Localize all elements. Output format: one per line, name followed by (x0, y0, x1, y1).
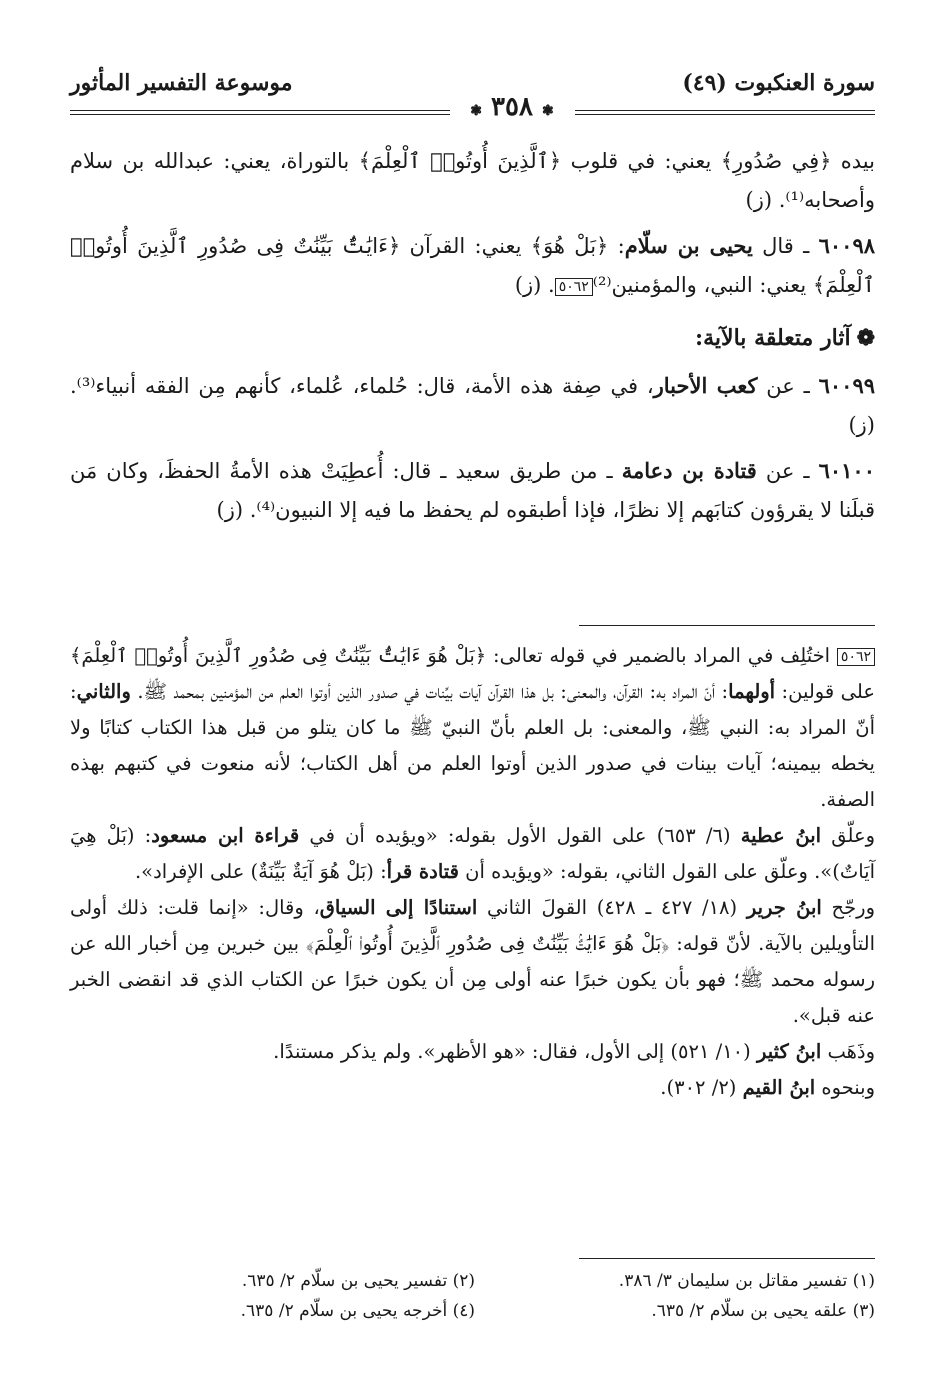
surah-title: سورة العنكبوت (٤٩) (682, 70, 875, 96)
note-5062 (70, 638, 875, 818)
note-text: (٢/ ٣٠٢). (660, 1076, 743, 1099)
narration-end: . (ز) (514, 273, 555, 297)
note-text: : أنّ المراد به: القرآن، والمعنى: بل هذا القرآن آيات بيِّنات في صدور الذين أوتوا العلم من المؤمنين بمحمد ﷺ. (130, 680, 729, 703)
section-heading-text: آثار متعلقة بالآية: (695, 325, 851, 351)
narration-60098 (70, 226, 875, 305)
note-ibn-kathir (70, 1034, 875, 1070)
narration-number: ٦٠٠٩٩ (818, 373, 876, 398)
footnote-4: (٤) أخرجه يحيى بن سلّام ٢/ ٦٣٥. (240, 1301, 475, 1321)
narration-text: ـ من طريق سعيد ـ قال: أُعطِيَتْ هذه الأمةُ الحفظَ، وكان مَن قبلَنا لا يقرؤون كتابَهم إلا نظرًا، فإذا أطبقوه لم يحفظ ما فيه إلا النبيون⁽⁴⁾. (ز) (70, 459, 875, 522)
note-text: : (بَلْ هُوَ آيَةٌ بَيِّنَةٌ) على الإفراد». (134, 860, 387, 883)
main-text (70, 142, 875, 536)
section-heading (70, 319, 875, 358)
footnote-2: (٢) تفسير يحيى بن سلّام ٢/ ٦٣٥. (241, 1271, 475, 1291)
note-text: ، وقال: «إنما قلت: ذلك أولى التأويلين بالآية. لأنّ قوله: ﴿بَلْ هُوَ ءَايَٰتٌۢ بَيِّنَٰتٌ فِى صُدُورِ ٱلَّذِينَ أُوتُوا۟ ٱلْعِلْمَ﴾ بين خبرين مِن أخبار الله عن رسوله محمد ﷺ؛ فهو بأن يكون خبرًا عنه أولى مِن أن يكون خبرًا عن الكتاب الذي قد انقضى الخبر عنه قبل». (70, 896, 875, 1027)
narration-text: ، في صِفة هذه الأمة، قال: حُلماء، عُلماء، كأنهم مِن الفقه أنبياء⁽³⁾. (ز) (70, 374, 875, 437)
commentary-notes (70, 638, 875, 1106)
footnote-3: (٣) علقه يحيى بن سلّام ٢/ ٦٣٥. (651, 1301, 875, 1321)
narration-prefix: ـ عن (756, 459, 819, 483)
note-bold: ابنُ جرير (746, 896, 822, 919)
note-text: (٦/ ٦٥٣) على القول الأول بقوله: «ويؤيده أن في (299, 824, 741, 847)
note-text: وعلّق (821, 824, 876, 847)
note-bold: أولهما (728, 680, 776, 703)
narration-number: ٦٠١٠٠ (818, 458, 875, 483)
note-bold: ابنُ كثير (756, 1040, 822, 1063)
narration-60100 (70, 451, 875, 530)
narrator-name: قتادة بن دعامة (621, 458, 757, 483)
note-text: ورجّح (821, 896, 876, 919)
book-title: موسوعة التفسير المأثور (70, 70, 293, 96)
note-bold: قراءة ابن مسعود (151, 824, 300, 847)
note-text: (١٠/ ٥٢١) إلى الأول، فقال: «هو الأظهر». ولم يذكر مستندًا. (273, 1040, 757, 1063)
note-bold: قتادة قرأ (386, 860, 459, 883)
notes-divider (579, 625, 875, 626)
note-text: (١٨/ ٤٢٧ ـ ٤٢٨) القولَ الثاني (477, 896, 747, 919)
note-text: : أنّ المراد به: النبي ﷺ، والمعنى: بل العلم بأنّ النبيّ ﷺ ما كان يتلو من قبل هذا الكتاب كتابًا ولا يخطه بيمينه؛ آيات بينات في صدور الذين أوتوا العلم من أهل الكتاب؛ لأنه منعوت في كتبهم بهذه الصفة. (70, 680, 875, 811)
note-text: اختُلِف في المراد بالضمير في قوله تعالى: ﴿بَلْ هُوَ ءَايَٰتٌۢ بَيِّنَٰتٌ فِى صُدُورِ ٱلَّذِينَ أُوتُوا۟ ٱلْعِلْمَ﴾ على قولين: (70, 644, 875, 703)
footnote-1: (١) تفسير مقاتل بن سليمان ٣/ ٣٨٦. (618, 1271, 875, 1291)
footnotes-divider (579, 1258, 875, 1259)
narrator-name: كعب الأحبار (653, 373, 758, 398)
note-bold: استنادًا إلى السياق (319, 896, 478, 919)
note-text: وذَهَب (821, 1040, 875, 1063)
note-bold: ابنُ القيم (742, 1076, 816, 1099)
note-bold: ابنُ عطية (740, 824, 822, 847)
header-rule-right-thin (575, 114, 875, 115)
ornament-icon: ❃ (542, 103, 554, 119)
ornament-icon: ❃ (470, 103, 482, 119)
narration-prefix: ـ قال (752, 234, 819, 258)
narration-number: ٦٠٠٩٨ (818, 233, 876, 258)
narrator-name: يحيى بن سلّام (624, 233, 753, 258)
note-number-box: ٥٠٦٢ (837, 648, 875, 666)
note-reference-box: ٥٠٦٢ (555, 278, 593, 296)
note-text: : (بَلْ هِيَ آيَاتٌ)». وعلّق على القول الثاني، بقوله: «ويؤيده أن (70, 824, 875, 883)
page-number (450, 92, 574, 122)
header-rule-left (70, 110, 450, 111)
note-ibn-alqayyim (70, 1070, 875, 1106)
paragraph: بيده ﴿فِي صُدُورِ﴾ يعني: في قلوب ﴿ٱلَّذِينَ أُوتُوا۟ ٱلْعِلْمَ﴾ بالتوراة، يعني: عبدالله بن سلام وأصحابه⁽¹⁾. (ز) (70, 149, 875, 212)
narration-60099 (70, 366, 875, 445)
narration-prefix: ـ عن (757, 374, 819, 398)
page-number-value: ٣٥٨ (491, 92, 533, 122)
note-ibn-atiyya (70, 818, 875, 890)
flower-icon: ❁ (856, 325, 875, 351)
header-rule-left-thin (70, 114, 450, 115)
header-rule-right (575, 110, 875, 111)
note-bold: والثاني (76, 680, 131, 703)
note-ibn-jarir (70, 890, 875, 1034)
narration-text: : ﴿بَلْ هُوَ﴾ يعني: القرآن ﴿ءَايَٰتٌۢ بَيِّنَٰتٌ فِى صُدُورِ ٱلَّذِينَ أُوتُوا۟ ٱلْعِلْمَ﴾ يعني: النبي، والمؤمنين⁽²⁾ (70, 234, 875, 297)
note-text: وبنحوه (815, 1076, 875, 1099)
page-header (70, 66, 875, 122)
